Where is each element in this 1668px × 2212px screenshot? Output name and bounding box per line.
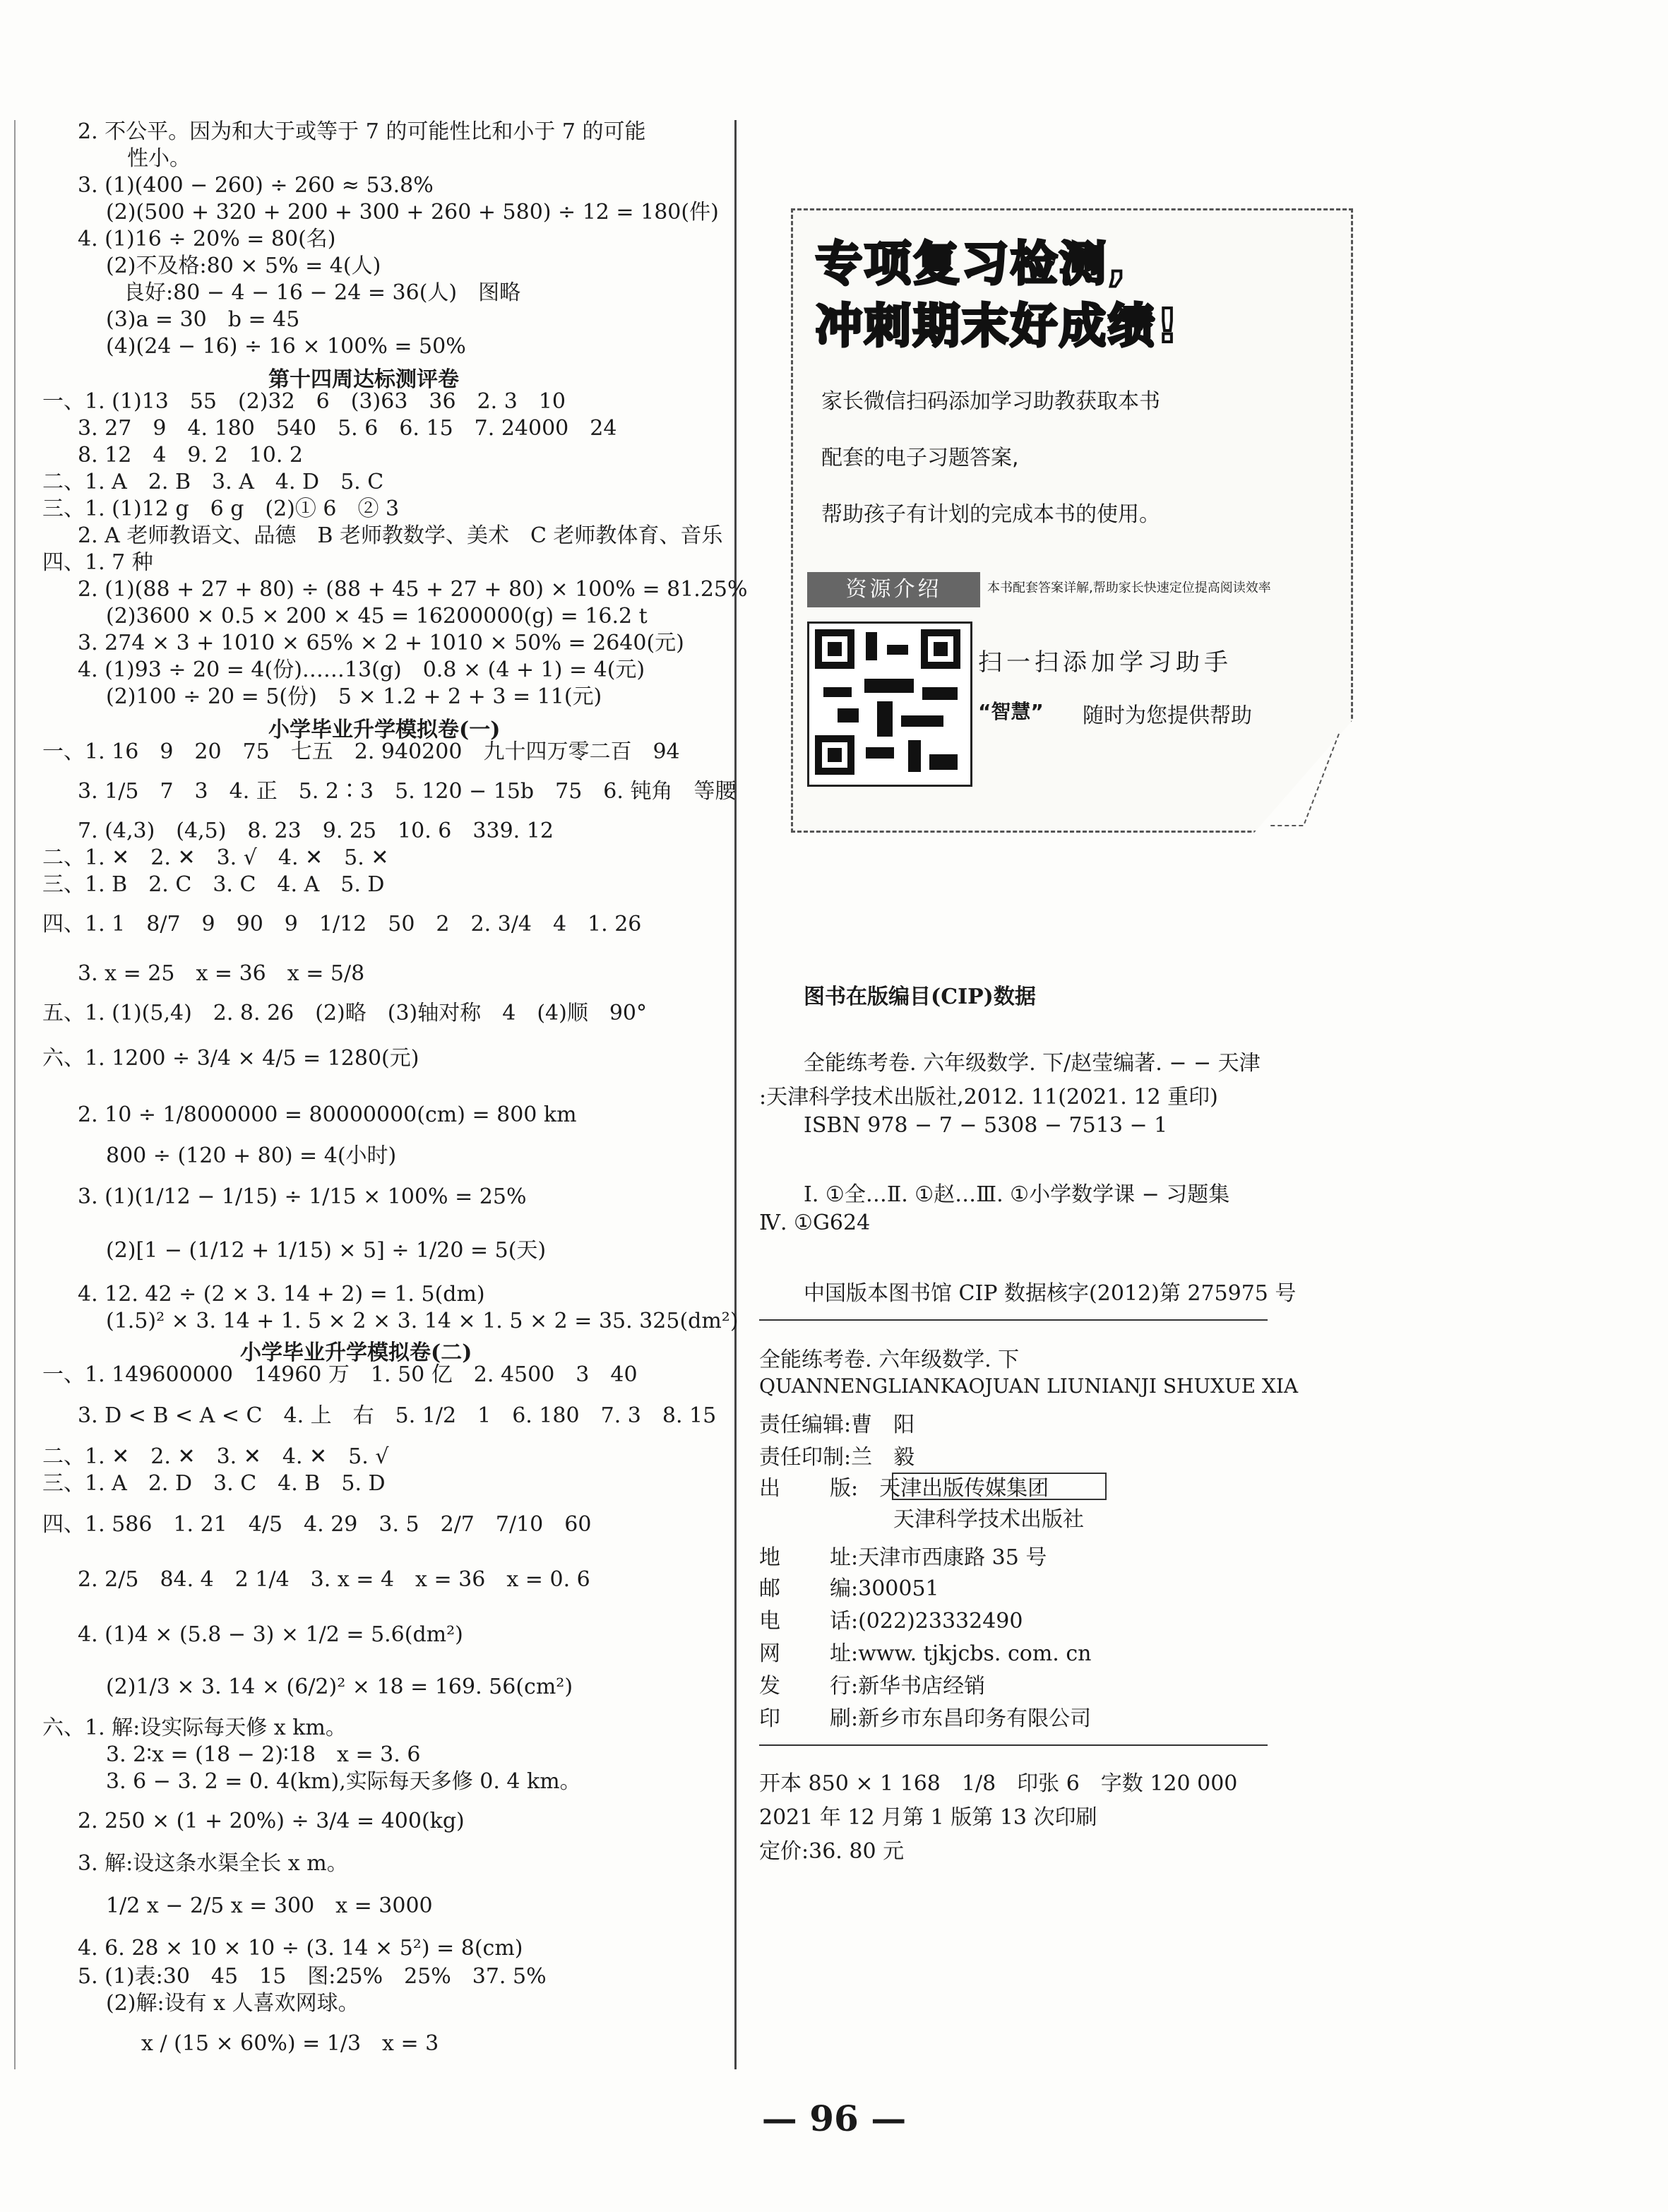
book-title: 全能练考卷. 六年级数学. 下 <box>759 1348 1020 1372</box>
answer-line: 2. A 老师教语文、品德 B 老师教数学、美术 C 老师教体育、音乐 <box>78 523 723 548</box>
answer-line: 2. 250 × (1 + 20%) ÷ 3/4 = 400(kg) <box>78 1809 465 1833</box>
answer-line: (2)3600 × 0.5 × 200 × 45 = 16200000(g) = 16.2 t <box>106 604 648 629</box>
cip-line: Ⅰ. ①全…Ⅱ. ①赵…Ⅲ. ①小学数学课 − 习题集 <box>804 1182 1230 1207</box>
promo-title-line2: 冲刺期末好成绩! <box>816 299 1181 353</box>
answer-line: 4. 6. 28 × 10 × 10 ÷ (3. 14 × 5²) = 8(cm) <box>78 1936 523 1961</box>
answer-line: 4. (1)16 ÷ 20% = 80(名) <box>78 227 336 251</box>
left-margin-line <box>14 120 16 2069</box>
answer-line: 3. 2∶x = (18 − 2)∶18 x = 3. 6 <box>106 1742 421 1767</box>
qr-code-icon[interactable] <box>807 622 972 787</box>
answer-line: 7. (4,3) (4,5) 8. 23 9. 25 10. 6 339. 12 <box>78 819 554 843</box>
answer-line: 8. 12 4 9. 2 10. 2 <box>78 443 303 468</box>
pub-row: 邮 编:300051 <box>759 1576 939 1601</box>
help-text: 随时为您提供帮助 <box>1083 703 1252 728</box>
answer-line: 3. 274 × 3 + 1010 × 65% × 2 + 1010 × 50% = 2640(元) <box>78 631 684 655</box>
promo-title-line1: 专项复习检测, <box>816 237 1128 291</box>
answer-line: 2. 不公平。因为和大于或等于 7 的可能性比和小于 7 的可能 <box>78 119 646 144</box>
answer-line: 4. (1)4 × (5.8 − 3) × 1/2 = 5.6(dm²) <box>78 1622 463 1647</box>
answer-line: 六、1. 解:设实际每天修 x km。 <box>42 1716 347 1740</box>
pub-row: 电 话:(022)23332490 <box>759 1609 1023 1634</box>
answer-line: 3. 27 9 4. 180 540 5. 6 6. 15 7. 24000 24 <box>78 416 617 441</box>
answer-line: 3. 6 − 3. 2 = 0. 4(km),实际每天多修 0. 4 km。 <box>106 1769 581 1794</box>
answer-line: 良好:80 − 4 − 16 − 24 = 36(人) 图略 <box>124 280 521 305</box>
answer-column <box>28 113 748 2062</box>
cip-line: ISBN 978 − 7 − 5308 − 7513 − 1 <box>804 1113 1168 1138</box>
pub-row: 网 址:www. tjkjcbs. com. cn <box>759 1641 1092 1666</box>
answer-line: 2. (1)(88 + 27 + 80) ÷ (88 + 45 + 27 + 80) × 100% = 81.25% <box>78 577 748 602</box>
answer-line: 三、1. (1)12 g 6 g (2)① 6 ② 3 <box>42 496 400 521</box>
answer-line: 3. (1)(1/12 − 1/15) ÷ 1/15 × 100% = 25% <box>78 1184 527 1209</box>
answer-line: (2)[1 − (1/12 + 1/15) × 5] ÷ 1/20 = 5(天) <box>106 1238 547 1263</box>
answer-line: 二、1. ✕ 2. ✕ 3. ✕ 4. ✕ 5. √ <box>42 1444 389 1469</box>
answer-line: 3. x = 25 x = 36 x = 5/8 <box>78 961 365 986</box>
divider <box>759 1744 1268 1746</box>
answer-line: 4. (1)93 ÷ 20 = 4(份)……13(g) 0.8 × (4 + 1) = 4(元) <box>78 658 645 682</box>
answer-line: (2)不及格:80 × 5% = 4(人) <box>106 254 381 278</box>
promo-text: 家长微信扫码添加学习助教获取本书 <box>821 389 1160 414</box>
answer-line: 四、1. 586 1. 21 4/5 4. 29 3. 5 2/7 7/10 60 <box>42 1512 592 1537</box>
cip-line: Ⅳ. ①G624 <box>759 1211 871 1235</box>
cip-heading: 图书在版编目(CIP)数据 <box>804 985 1036 1009</box>
answer-line: 四、1. 7 种 <box>42 550 153 575</box>
promo-text: 帮助孩子有计划的完成本书的使用。 <box>821 502 1160 527</box>
answer-line: 五、1. (1)(5,4) 2. 8. 26 (2)略 (3)轴对称 4 (4)顺 90° <box>42 1001 648 1025</box>
edition: 2021 年 12 月第 1 版第 13 次印刷 <box>759 1805 1097 1830</box>
book-title-pinyin: QUANNENGLIANKAOJUAN LIUNIANJI SHUXUE XIA <box>759 1374 1299 1398</box>
section-title: 小学毕业升学模拟卷(一) <box>268 718 501 742</box>
answer-line: 三、1. A 2. D 3. C 4. B 5. D <box>42 1471 386 1496</box>
answer-line: 六、1. 1200 ÷ 3/4 × 4/5 = 1280(元) <box>42 1046 419 1071</box>
answer-line: 1/2 x − 2/5 x = 300 x = 3000 <box>106 1893 433 1918</box>
pub-row: 天津科学技术出版社 <box>830 1507 1084 1532</box>
page-curl-icon <box>1254 720 1353 833</box>
resource-intro-label: 资源介绍 <box>807 572 980 607</box>
answer-line: (4)(24 − 16) ÷ 16 × 100% = 50% <box>106 334 466 359</box>
print-manager: 责任印制:兰 毅 <box>759 1445 915 1470</box>
pub-row: 发 行:新华书店经销 <box>759 1674 986 1699</box>
book-spec: 开本 850 × 1 168 1/8 印张 6 字数 120 000 <box>759 1771 1238 1796</box>
column-divider <box>734 120 737 2069</box>
answer-line: 三、1. B 2. C 3. C 4. A 5. D <box>42 872 385 897</box>
pub-row: 出 版: 天津出版传媒集团 <box>759 1476 1049 1501</box>
cip-line: 中国版本图书馆 CIP 数据核字(2012)第 275975 号 <box>804 1281 1297 1306</box>
answer-line: (2)解:设有 x 人喜欢网球。 <box>106 1991 359 2016</box>
answer-line: x / (15 × 60%) = 1/3 x = 3 <box>141 2031 439 2056</box>
pub-row: 地 址:天津市西康路 35 号 <box>759 1545 1047 1570</box>
pub-row: 印 刷:新乡市东昌印务有限公司 <box>759 1706 1092 1731</box>
divider <box>759 1319 1268 1321</box>
answer-line: 二、1. ✕ 2. ✕ 3. √ 4. ✕ 5. ✕ <box>42 845 389 870</box>
section-title: 小学毕业升学模拟卷(二) <box>240 1340 472 1365</box>
answer-line: 四、1. 1 8/7 9 90 9 1/12 50 2 2. 3/4 4 1. 26 <box>42 912 642 936</box>
price: 定价:36. 80 元 <box>759 1839 905 1864</box>
promo-text: 配套的电子习题答案, <box>821 446 1019 470</box>
answer-line: 一、1. 149600000 14960 万 1. 50 亿 2. 4500 3 40 <box>42 1362 638 1387</box>
answer-line: 3. 解:设这条水渠全长 x m。 <box>78 1851 348 1876</box>
answer-line: 3. D < B < A < C 4. 上 右 5. 1/2 1 6. 180 7. 3 8. 15 <box>78 1403 717 1428</box>
answer-line: (2)(500 + 320 + 200 + 300 + 260 + 580) ÷ 12 = 180(件) <box>106 200 719 225</box>
promo-box <box>791 208 1353 833</box>
editor: 责任编辑:曹 阳 <box>759 1413 915 1437</box>
answer-line: 一、1. (1)13 55 (2)32 6 (3)63 36 2. 3 10 <box>42 389 566 414</box>
answer-line: 性小。 <box>127 146 191 171</box>
cip-line: 全能练考卷. 六年级数学. 下/赵莹编著. − − 天津 <box>804 1051 1261 1076</box>
cip-line: :天津科学技术出版社,2012. 11(2021. 12 重印) <box>759 1085 1218 1110</box>
answer-line: 5. (1)表:30 45 15 图:25% 25% 37. 5% <box>78 1964 547 1989</box>
resource-intro-text: 本书配套答案详解,帮助家长快速定位提高阅读效率 <box>987 581 1271 595</box>
answer-line: 二、1. A 2. B 3. A 4. D 5. C <box>42 470 384 494</box>
answer-line: 3. 1/5 7 3 4. 正 5. 2∶3 5. 120 − 15b 75 6. 钝角 等腰 <box>78 779 737 804</box>
answer-line: 2. 2/5 84. 4 2 1/4 3. x = 4 x = 36 x = 0. 6 <box>78 1567 590 1592</box>
answer-line: 3. (1)(400 − 260) ÷ 260 ≈ 53.8% <box>78 173 434 198</box>
page-number: — 96 — <box>761 2098 907 2139</box>
answer-line: 2. 10 ÷ 1/8000000 = 80000000(cm) = 800 km <box>78 1102 577 1127</box>
answer-line: 800 ÷ (120 + 80) = 4(小时) <box>106 1143 397 1168</box>
answer-line: (1.5)² × 3. 14 + 1. 5 × 2 × 3. 14 × 1. 5 × 2 = 35. 325(dm²) <box>106 1309 739 1333</box>
scan-text: 扫一扫添加学习助手 <box>978 648 1232 677</box>
answer-line: 一、1. 16 9 20 75 七五 2. 940200 九十四万零二百 94 <box>42 739 680 764</box>
answer-line: 4. 12. 42 ÷ (2 × 3. 14 + 2) = 1. 5(dm) <box>78 1282 485 1307</box>
answer-line: (2)100 ÷ 20 = 5(份) 5 × 1.2 + 2 + 3 = 11(元) <box>106 684 602 709</box>
section-title: 第十四周达标测评卷 <box>268 367 459 392</box>
assistant-logo: “智慧” <box>978 700 1044 723</box>
answer-line: (3)a = 30 b = 45 <box>106 307 300 332</box>
answer-line: (2)1/3 × 3. 14 × (6/2)² × 18 = 169. 56(cm²) <box>106 1675 573 1699</box>
